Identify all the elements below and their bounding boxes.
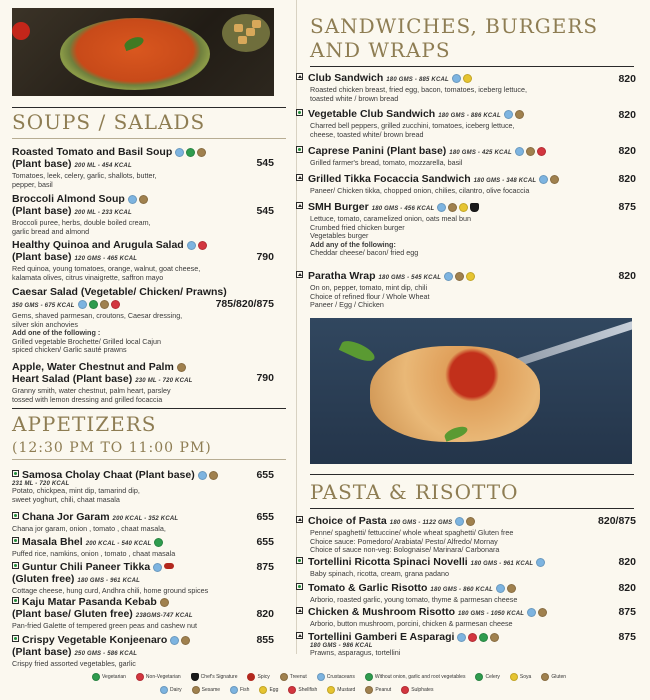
item-meta: 180 GMS - 885 KCAL	[386, 77, 449, 83]
appetizers-section-title: APPETIZERS	[12, 412, 157, 436]
legend-item: Treenut	[280, 673, 307, 681]
menu-item	[296, 173, 626, 196]
item-price: 820	[618, 73, 636, 85]
dairy-icon	[160, 686, 168, 694]
legend-item: Sesame	[192, 686, 220, 694]
item-price: 875	[618, 201, 636, 213]
egg-allergen-icon	[459, 203, 468, 212]
item-description: Chana jor garam, onion , tomato , chaat masala,	[12, 524, 166, 533]
no-onion-garlic-icon	[365, 673, 373, 681]
item-description: Gems, shaved parmesan, croutons, Caesar dressing,	[12, 311, 183, 320]
item-description: Lettuce, tomato, caramelized onion, oats meal bun	[310, 214, 472, 223]
item-subname: (Plant base/ Gluten free)	[12, 608, 133, 620]
gluten-icon	[448, 203, 457, 212]
fish-icon	[230, 686, 238, 694]
item-description: Red quinoa, young tomatoes, orange, walnut, goat cheese,	[12, 264, 201, 273]
sulphates-icon	[401, 686, 409, 694]
item-meta: 120 GMS - 465 KCAL	[74, 256, 138, 262]
item-description: sweet yoghurt, chili, chaat masala	[12, 494, 120, 504]
item-meta: 180 GMS - 1050 KCAL	[458, 611, 525, 617]
egg-icon	[452, 74, 461, 83]
item-price: 820	[256, 608, 274, 620]
item-subname: Heart Salad (Plant base)	[12, 373, 133, 385]
item-description: Charred bell peppers, grilled zucchini, tomatoes, iceberg lettuce,	[310, 121, 515, 130]
legend-item: Crustaceans	[317, 673, 355, 681]
egg-icon	[187, 241, 196, 250]
gluten-icon	[526, 147, 535, 156]
gluten-icon	[100, 300, 109, 309]
egg-icon	[536, 558, 545, 567]
veg-icon	[296, 583, 303, 590]
item-price: 790	[256, 251, 274, 263]
item-description: kalamata olives, citrus vinaigrette, saffron mayo	[12, 272, 164, 282]
menu-item	[296, 556, 626, 579]
section-rule	[310, 66, 634, 67]
gluten-icon	[209, 471, 218, 480]
item-price: 875	[618, 606, 636, 618]
menu-item	[296, 145, 626, 168]
item-name: Grilled Tikka Focaccia Sandwich	[308, 173, 471, 185]
egg-icon	[259, 686, 267, 694]
item-description: Paneer/ Chicken tikka, chopped onion, chilies, cilantro, olive focaccia	[310, 186, 530, 195]
item-description: cheese, toasted white/ brown bread	[310, 129, 424, 139]
item-subname: (Plant base)	[12, 205, 72, 217]
item-price: 875	[618, 631, 636, 643]
addon-title: Add any of the following:	[310, 239, 396, 249]
item-name: Choice of Pasta	[308, 515, 387, 527]
nonveg-icon	[296, 607, 303, 614]
veg-icon	[296, 109, 303, 116]
section-rule	[12, 408, 286, 409]
veg-icon	[12, 512, 19, 519]
item-meta: 180 GMS - 348 KCAL	[473, 178, 537, 184]
gluten-icon	[466, 517, 475, 526]
item-meta: 180 GMS - 886 KCAL	[438, 113, 501, 119]
gluten-icon	[550, 175, 559, 184]
item-name: Samosa Cholay Chaat (Plant base)	[22, 469, 195, 481]
legend-item: Shellfish	[288, 686, 317, 694]
veg-icon	[12, 537, 19, 544]
peanut-icon	[365, 686, 373, 694]
legend-item: Dairy	[160, 686, 182, 694]
nonveg-icon	[296, 202, 303, 209]
fish-icon	[89, 300, 98, 309]
veg-icon	[296, 557, 303, 564]
legend-item: Fish	[230, 686, 249, 694]
legend-item: Mustard	[327, 686, 355, 694]
legend-row	[92, 673, 566, 681]
veg-icon	[296, 146, 303, 153]
item-meta: 238GMS-747 KCAL	[135, 613, 193, 619]
egg-icon	[170, 636, 179, 645]
gluten-icon	[538, 608, 547, 617]
treenut-icon	[198, 241, 207, 250]
legend-item: Without onion, garlic and root vegetables	[365, 673, 466, 681]
item-description: Broccoli puree, herbs, double boiled cream,	[12, 218, 151, 227]
item-name: Guntur Chili Paneer Tikka	[22, 561, 151, 573]
gluten-icon	[515, 110, 524, 119]
item-meta: 350 GMS - 675 KCAL	[12, 303, 75, 309]
item-name: Caesar Salad (Vegetable/ Chicken/ Prawns)	[12, 286, 227, 298]
menu-item	[296, 72, 626, 103]
croutons-bowl-image	[222, 14, 270, 52]
fish-icon	[479, 633, 488, 642]
item-name: Healthy Quinoa and Arugula Salad	[12, 239, 184, 251]
gluten-icon	[490, 633, 499, 642]
item-name: Paratha Wrap	[308, 270, 376, 282]
soup-photo	[12, 8, 274, 96]
item-meta: 180 GMS - 1122 GMS	[389, 520, 453, 526]
item-description: Crumbed fried chicken burger	[310, 222, 405, 232]
item-description: Arborio, button mushroom, porcini, chicken & parmesan cheese	[310, 619, 513, 628]
item-name: Chicken & Mushroom Risotto	[308, 606, 456, 618]
nonveg-icon	[296, 516, 303, 523]
soups-section-title: SOUPS / SALADS	[12, 110, 206, 134]
item-description: Penne/ spaghetti/ fettuccine/ whole wheat spaghetti/ Gluten free	[310, 528, 514, 537]
legend-item: Celery	[475, 673, 499, 681]
item-price: 655	[256, 511, 274, 523]
section-rule	[12, 107, 286, 108]
item-price: 875	[256, 561, 274, 573]
item-price: 790	[256, 372, 274, 384]
item-price: 820	[618, 173, 636, 185]
egg-icon	[128, 195, 137, 204]
item-price: 785/820/875	[215, 298, 274, 310]
peanut-icon	[154, 538, 163, 547]
veg-icon	[12, 470, 19, 477]
item-description: silver skin anchovies	[12, 319, 78, 329]
item-name: Kaju Matar Pasanda Kebab	[22, 596, 157, 608]
item-name: Club Sandwich	[308, 72, 384, 84]
item-price: 655	[256, 536, 274, 548]
gluten-icon	[455, 272, 464, 281]
item-description: Roasted chicken breast, fried egg, bacon, tomatoes, iceberg lettuce,	[310, 85, 527, 94]
soup-bowl-image	[60, 18, 210, 90]
item-description: pepper, basil	[12, 179, 53, 189]
shellfish-icon	[111, 300, 120, 309]
item-description: Grilled farmer's bread, tomato, mozzarella, basil	[310, 158, 463, 167]
spicy-icon	[247, 673, 255, 681]
item-subname: (Plant base)	[12, 646, 72, 658]
item-description: Crispy fried assorted vegetables, garlic	[12, 659, 136, 668]
menu-item	[296, 270, 626, 310]
item-description: Paneer / Egg / Chicken	[310, 300, 384, 310]
legend-item: Non-Vegetarian	[136, 673, 181, 681]
item-meta: 200 ML - 454 KCAL	[74, 163, 132, 169]
egg-icon	[78, 300, 87, 309]
section-rule	[12, 138, 286, 139]
menu-item	[296, 582, 626, 605]
sandwiches-section-title-line2: AND WRAPS	[310, 38, 451, 62]
sandwiches-section-title: SANDWICHES, BURGERS	[310, 14, 599, 38]
gluten-icon	[181, 636, 190, 645]
celery-icon	[475, 673, 483, 681]
item-name: Tortellini Gamberi E Asparagi	[308, 631, 455, 643]
shellfish-icon	[468, 633, 477, 642]
item-price: 655	[256, 469, 274, 481]
item-description: Choice sauce: Pomedoro/ Arabiata/ Pesto/ Alfredo/ Mornay	[310, 536, 498, 546]
section-rule	[310, 508, 634, 509]
item-price: 545	[256, 205, 274, 217]
item-price: 820	[618, 109, 636, 121]
addon-option: Cheddar cheese/ bacon/ fried egg	[310, 248, 419, 258]
item-name: Caprese Panini (Plant base)	[308, 145, 447, 157]
item-meta: 180 GMS - 961 KCAL	[77, 578, 141, 584]
egg-icon	[504, 110, 513, 119]
item-meta: 180 GMS - 425 KCAL	[449, 150, 512, 156]
item-meta: 180 GMS - 986 KCAL	[310, 643, 373, 649]
item-name: Tomato & Garlic Risotto	[308, 582, 428, 594]
nonveg-icon	[296, 632, 303, 639]
veg-icon	[12, 562, 19, 569]
legend-item: Egg	[259, 686, 278, 694]
legend-item: Chef's Signature	[191, 673, 238, 681]
egg-icon	[496, 584, 505, 593]
item-name: Vegetable Club Sandwich	[308, 108, 436, 120]
veg-icon	[12, 597, 19, 604]
item-subname: (Plant base)	[12, 251, 72, 263]
gluten-icon	[507, 584, 516, 593]
item-meta: 200 KCAL - 352 KCAL	[112, 516, 179, 522]
item-price: 855	[256, 634, 274, 646]
item-price: 545	[256, 157, 274, 169]
shellfish-icon	[288, 686, 296, 694]
item-description: tossed with lemon dressing and grilled focaccia	[12, 394, 163, 404]
item-price: 820/875	[598, 515, 636, 527]
menu-item	[296, 108, 626, 139]
crustaceans-icon	[317, 673, 325, 681]
sesame-icon	[192, 686, 200, 694]
menu-item	[296, 201, 626, 258]
soya-icon	[463, 74, 472, 83]
legend-item: Gluten	[541, 673, 566, 681]
egg-icon	[455, 517, 464, 526]
gluten-icon	[160, 598, 169, 607]
dairy-icon	[153, 563, 162, 572]
item-description: Tomatoes, leek, celery, garlic, shallots, butter,	[12, 171, 157, 180]
veg-icon	[12, 635, 19, 642]
item-meta: 250 GMS - 586 KCAL	[74, 651, 138, 657]
item-description: garlic bread and almond	[12, 226, 90, 236]
nonveg-icon	[296, 73, 303, 80]
legend-item: Vegetarian	[92, 673, 126, 681]
item-description: On on, pepper, tomato, mint dip, chili	[310, 283, 428, 292]
item-description: Potato, chickpea, mint dip, tamarind dip,	[12, 486, 140, 495]
menu-item	[296, 631, 626, 658]
soya-icon	[510, 673, 518, 681]
egg-icon	[539, 175, 548, 184]
item-price: 820	[618, 556, 636, 568]
gluten-icon	[541, 673, 549, 681]
item-name: Apple, Water Chestnut and Palm	[12, 361, 174, 373]
chef-hat-icon	[191, 673, 199, 681]
item-meta: 200 KCAL - 540 KCAL	[85, 541, 152, 547]
addon-option: spiced chicken/ Garlic sauté prawns	[12, 345, 127, 355]
item-name: Roasted Tomato and Basil Soup	[12, 146, 173, 158]
item-description: Baby spinach, ricotta, cream, grana padano	[310, 569, 450, 578]
nonveg-icon	[296, 271, 303, 278]
item-description: Puffed rice, namkins, onion , tomato , chaat masala	[12, 549, 176, 558]
item-name: Masala Bhel	[22, 536, 83, 548]
spicy-icon	[164, 563, 174, 569]
appetizers-hours: (12:30 PM TO 11:00 PM)	[12, 440, 212, 456]
egg-icon	[175, 148, 184, 157]
item-description: toasted white / brown bread	[310, 93, 399, 103]
item-meta: 180 GMS - 961 KCAL	[470, 561, 534, 567]
treenut-icon	[280, 673, 288, 681]
item-description: Vegetables burger	[310, 231, 369, 241]
basil-leaf-image	[339, 337, 378, 365]
egg-icon	[444, 272, 453, 281]
item-description: Choice of refined flour / Whole Wheat	[310, 291, 430, 301]
allergen-legend	[0, 670, 650, 700]
treenut-icon	[537, 147, 546, 156]
tomato-image	[12, 22, 30, 40]
menu-item	[12, 286, 286, 355]
legend-row	[160, 686, 433, 694]
item-name: Tortellini Ricotta Spinaci Novelli	[308, 556, 468, 568]
legend-item: Soya	[510, 673, 531, 681]
egg-icon	[457, 633, 466, 642]
item-price: 820	[618, 145, 636, 157]
pasta-photo	[310, 318, 632, 464]
legend-item: Sulphates	[401, 686, 433, 694]
soya-icon	[186, 148, 195, 157]
egg-icon	[527, 608, 536, 617]
item-description: Cottage cheese, hung curd, Andhra chili, home ground spices	[12, 586, 209, 595]
egg-icon	[437, 203, 446, 212]
gluten-icon	[139, 195, 148, 204]
pasta-section-title: PASTA & RISOTTO	[310, 480, 519, 504]
gluten-icon	[197, 148, 206, 157]
item-name: SMH Burger	[308, 201, 369, 213]
chef-hat-icon	[470, 203, 479, 212]
item-meta: 180 GMS - 545 KCAL	[378, 275, 442, 281]
item-price: 820	[618, 270, 636, 282]
vegetarian-icon	[92, 673, 100, 681]
item-name: Broccoli Almond Soup	[12, 193, 125, 205]
egg-icon	[198, 471, 207, 480]
item-meta: 200 ML - 233 KCAL	[74, 210, 132, 216]
section-rule	[310, 474, 634, 475]
nonveg-icon	[296, 174, 303, 181]
egg-allergen-icon	[466, 272, 475, 281]
addon-title: Add one of the following :	[12, 328, 101, 338]
item-meta: 180 GMS - 456 KCAL	[371, 206, 435, 212]
item-description: Choice of sauce non-veg: Bolognaise/ Marinara/ Carbonara	[310, 545, 500, 555]
section-rule	[12, 459, 286, 460]
item-description: Granny smith, water chestnut, palm heart, parsley	[12, 386, 171, 395]
legend-item: Spicy	[247, 673, 269, 681]
item-name: Chana Jor Garam	[22, 511, 110, 523]
menu-item	[296, 606, 626, 629]
addon-option: Grilled vegetable Brochette/ Grilled local Cajun	[12, 336, 162, 346]
item-subname: (Plant base)	[12, 158, 72, 170]
item-meta: 230 ML - 720 KCAL	[135, 378, 193, 384]
non-vegetarian-icon	[136, 673, 144, 681]
item-description: Pan-fried Galette of tempered green peas and cashew nut	[12, 621, 197, 630]
item-price: 820	[618, 582, 636, 594]
gluten-icon	[177, 363, 186, 372]
legend-item: Peanut	[365, 686, 391, 694]
item-description: Prawns, asparagus, tortellini	[310, 648, 401, 657]
mustard-icon	[327, 686, 335, 694]
egg-icon	[515, 147, 524, 156]
item-meta: 231 ML - 720 KCAL	[12, 481, 70, 487]
item-meta: 180 GMS - 860 KCAL	[430, 587, 494, 593]
item-subname: (Gluten free)	[12, 573, 75, 585]
item-description: Arborio, roasted garlic, young tomato, thyme & parmesan cheese	[310, 595, 518, 604]
item-name: Crispy Vegetable Konjeenaro	[22, 634, 168, 646]
